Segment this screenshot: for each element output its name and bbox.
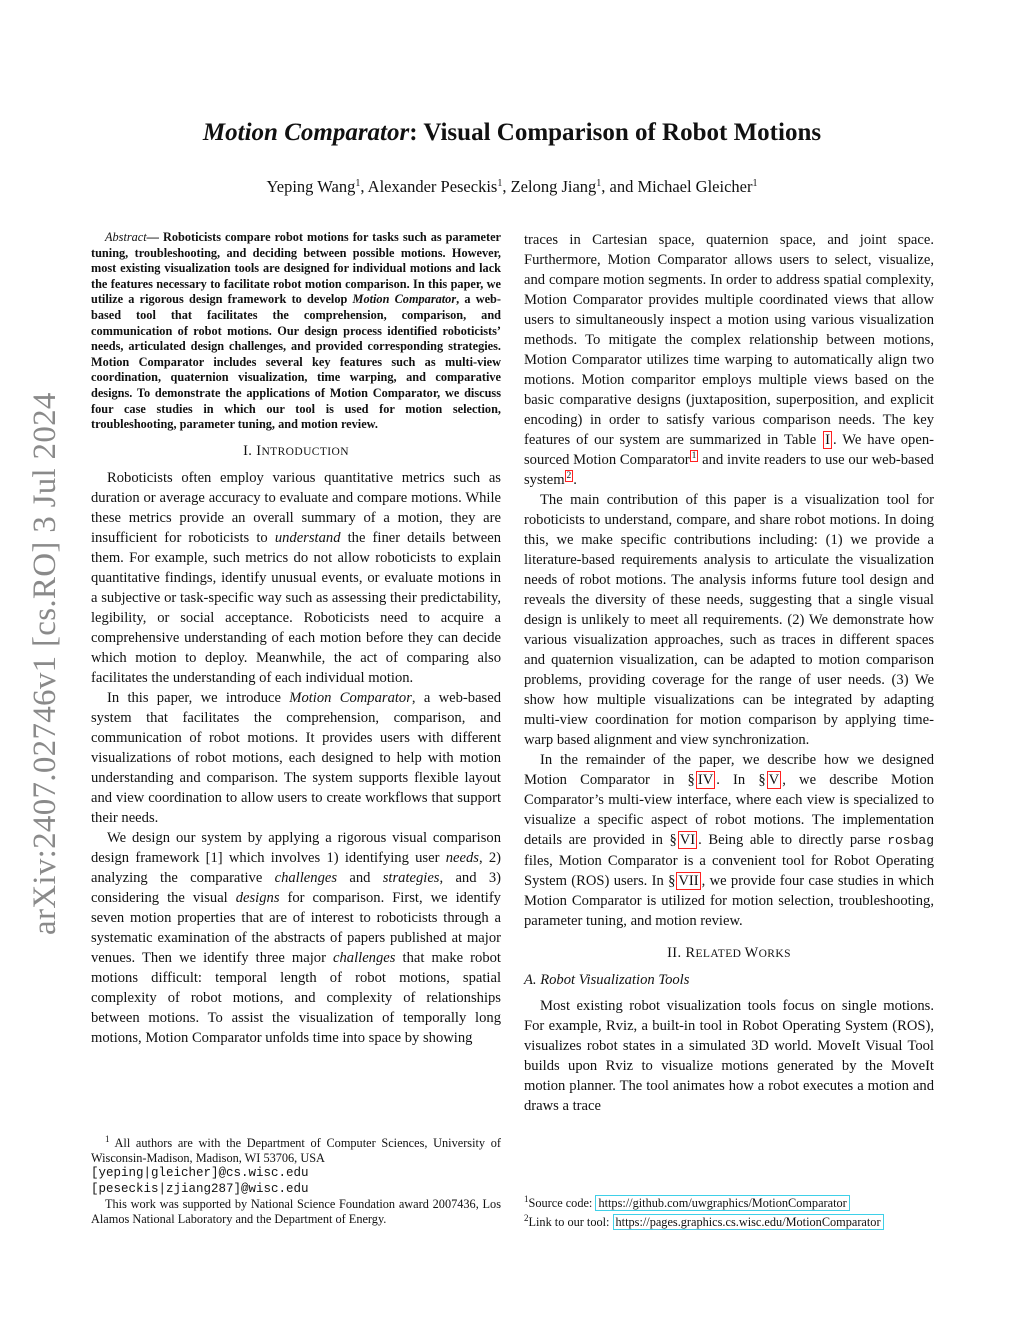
text: Roboticists often employ various quantitative metrics such as duration or average accuracy to evaluate and compare motions. While these metrics provide an overall summary of a motion, they are insufficient for roboticists to xyxy=(91,469,501,546)
abstract-text: Roboticists compare robot motions for tasks such as parameter tuning, troubleshooting, and deciding between possible motions. However, most existing visualization tools are designed for individual motions and lack the features necessary to facilitate robot motion comparison. In this paper, we utilize a rigorous design framework to develop xyxy=(91,230,501,307)
section-title-rest: ELATED xyxy=(695,948,745,960)
abstract xyxy=(91,230,501,433)
author-separator: , xyxy=(360,177,368,196)
text-emphasis: needs xyxy=(445,849,479,866)
intro-paragraph-1 xyxy=(91,468,501,688)
text-emphasis: Motion Comparator xyxy=(289,689,412,706)
abstract-label: Abstract xyxy=(105,230,147,244)
text: that make robot motions difficult: temporal length of robot motions, spatial complexity of robot motions, and complexity of relationships between motions. To assist the visualization of temporally long motions, Motion Comparator unfolds time into space by showing xyxy=(91,949,501,1046)
footnote-label: Source code: xyxy=(528,1196,596,1210)
section-reference-link[interactable]: V xyxy=(768,772,780,788)
author-affiliation: 1 xyxy=(596,178,602,189)
text: for comparison. First, we identify seven motion properties that are of interest to roboticists through a systematic examination of the abstracts of papers published at major venues. Then we identify three major xyxy=(91,889,501,966)
section-number: II. xyxy=(667,945,686,961)
intro-paragraph-3 xyxy=(91,828,501,1048)
text: and xyxy=(337,869,383,886)
text: In the remainder of the paper, we describe how we designed Motion Comparator in xyxy=(524,752,934,788)
abstract-tool-name: Motion Comparator xyxy=(352,292,457,307)
text-emphasis: strategies xyxy=(382,869,440,886)
text: . In xyxy=(716,772,759,788)
section-reference-link[interactable]: VI xyxy=(679,832,696,848)
author-name: Zelong Jiang xyxy=(510,177,597,196)
code-term: rosbag xyxy=(887,833,935,848)
arxiv-identifier: arXiv:2407.02746v1 [cs.RO] 3 Jul 2024 xyxy=(27,392,63,935)
left-column xyxy=(91,230,501,1048)
text: , a web-based system that facilitates the comprehension, comparison, and communication of robot motions. It provides users with different visualizations of robot motions, each designed to help with motion understanding and comparison. The system supports flexible layout and view coordination to allow users to create workflows that support their needs. xyxy=(91,689,502,826)
text: In this paper, we introduce xyxy=(107,689,290,706)
text: , 2) analyzing the comparative xyxy=(91,849,501,886)
tool-website-link[interactable]: https://pages.graphics.cs.wisc.edu/MotionComparator xyxy=(613,1214,884,1230)
author-name: Alexander Peseckis xyxy=(367,177,498,196)
footnote-affiliation xyxy=(91,1136,501,1227)
section-title-initial: W xyxy=(744,945,759,961)
abstract-dash: — xyxy=(146,230,163,244)
text: . Being able to directly parse xyxy=(698,832,888,848)
email-2: [peseckis|zjiang287]@wisc.edu xyxy=(91,1181,309,1196)
paper-title-rest: : Visual Comparison of Robot Motions xyxy=(409,119,822,146)
text: files, Motion Comparator is a convenient tool for Robot Operating System (ROS) users. In xyxy=(524,853,934,889)
section-reference-link[interactable]: IV xyxy=(697,772,714,788)
author-affiliation: 1 xyxy=(497,178,503,189)
author-affiliation: 1 xyxy=(752,178,758,189)
text: , we describe Motion Comparator’s multi-view interface, where each view is specialized to visualize a specific aspect of robot motions. The implementation details are provided in xyxy=(524,772,934,848)
intro-paragraph-4 xyxy=(524,230,934,490)
text-emphasis: challenges xyxy=(274,869,338,886)
section-symbol: § xyxy=(758,772,766,788)
text-emphasis: challenges xyxy=(333,949,396,966)
text: . We have open-sourced Motion Comparator xyxy=(524,432,934,468)
source-code-link[interactable]: https://github.com/uwgraphics/MotionComparator xyxy=(595,1195,849,1211)
footnote-label: Link to our tool: xyxy=(528,1215,613,1229)
author-name: Michael Gleicher xyxy=(637,177,753,196)
intro-paragraph-2 xyxy=(91,688,501,828)
section-title-initial: R xyxy=(685,945,696,961)
footnote-mark: 2 xyxy=(524,1213,529,1223)
right-column xyxy=(524,230,934,1116)
text: , we provide four case studies in which Motion Comparator is utilized for motion selection, troubleshooting, parameter tuning, and motion review. xyxy=(524,873,934,929)
text: . xyxy=(573,472,577,488)
text-emphasis: designs xyxy=(235,889,280,906)
section-heading-introduction xyxy=(91,441,501,462)
table-reference-link[interactable]: I xyxy=(825,432,830,448)
section-heading-related-works xyxy=(524,943,934,964)
section-symbol: § xyxy=(668,873,676,889)
section-number: I. xyxy=(243,442,257,459)
author-separator: , xyxy=(502,177,511,196)
section-symbol: § xyxy=(687,772,695,788)
footnote-text: All authors are with the Department of Computer Sciences, University of Wisconsin-Madison, Madison, WI 53706, USA xyxy=(91,1136,501,1166)
footnote-affiliation-text xyxy=(91,1136,501,1166)
footnote-2-link[interactable]: 2 xyxy=(566,471,572,481)
author-separator: , and xyxy=(601,177,638,196)
section-title-initial: I xyxy=(256,442,262,459)
author-list xyxy=(0,175,1024,199)
section-reference-link[interactable]: VII xyxy=(678,873,699,889)
text-emphasis: understand xyxy=(274,529,341,546)
text: traces in Cartesian space, quaternion space, and joint space. Furthermore, Motion Comparator allows users to select, visualize, and compare motion segments. In order to address spatial complexity, Motion Comparator provides multiple coordinated views that allow users to simultaneously inspect a motion using various visualization methods. To mitigate the complex relationship between motions, Motion Comparator utilizes time warping to automatically align two motions. Motion comparitor employs multiple views based on the basic comparative designs (juxtaposition, superposition, and explicit encoding) in order to satisfy various comparison needs. The key features of our system are summarized in Table xyxy=(524,232,934,448)
funding-note: This work was supported by National Science Foundation award 2007436, Los Alamos National Laboratory and the Department of Energy. xyxy=(91,1196,501,1227)
footnote-1-link[interactable]: 1 xyxy=(691,451,697,461)
footnote-mark: 1 xyxy=(105,1134,110,1144)
text: We design our system by applying a rigorous visual comparison design framework [1] which involves 1) identifying user xyxy=(91,829,501,866)
text: , and 3) considering the visual xyxy=(91,869,501,906)
email-1: [yeping|gleicher]@cs.wisc.edu xyxy=(91,1166,309,1181)
author-affiliation: 1 xyxy=(355,178,361,189)
footnote-mark: 1 xyxy=(524,1194,529,1204)
intro-paragraph-6 xyxy=(524,750,934,931)
section-title-rest: NTRODUCTION xyxy=(261,445,349,458)
section-title-rest: ORKS xyxy=(758,948,791,960)
text: the finer details between them. For example, such metrics do not allow roboticists to explain quantitative findings, identify unusual events, or evaluate motions in a subjective or task-specific way such as assessing their predictability, legibility, or social acceptance. Roboticists need to acquire a comprehensive understanding of each motion before they can decide which motion to deploy. Meanwhile, the act of comparing also facilitates the understanding of each individual motion. xyxy=(91,529,502,686)
subsection-heading: A. Robot Visualization Tools xyxy=(524,972,690,988)
paper-title-tool-name: Motion Comparator xyxy=(202,119,410,146)
footnote-source-code xyxy=(524,1194,944,1213)
intro-paragraph-5: The main contribution of this paper is a visualization tool for roboticists to understand, compare, and share robot motions. In doing this, we make specific contributions including: (1) we provide a literature-based requirements analysis to articulate the visualization needs of robot motions. The analysis informs future tool design and reveals the diversity of these needs, suggesting that a single visual design is unlikely to meet all requirements. (2) We demonstrate how various visualization approaches, such as traces in different spaces and quaternion visualization, can be adapted to motion comparison problems, providing coverage for the range of user needs. (3) We show how multiple visualizations can be integrated by adapting multi-view coordination for motion comparison by applying time-warp based alignment and view synchronization. xyxy=(524,492,934,748)
paper-title xyxy=(0,116,1024,150)
abstract-text: , a web-based tool that facilitates the comprehension, comparison, and communication of robot motions. Our design process identified roboticists’ needs, articulated design challenges, and provided corresponding strategies. Motion Comparator includes several key features such as multi-view coordination, quaternion visualization, time warping, and comparative designs. To demonstrate the applications of Motion Comparator, we discuss four case studies in which our tool is used for motion selection, troubleshooting, parameter tuning, and motion review. xyxy=(91,292,501,432)
footnote-tool-link xyxy=(524,1213,944,1232)
related-paragraph-1: Most existing robot visualization tools focus on single motions. For example, Rviz, a built-in tool in Robot Operating System (ROS), visualizes robot states in a simulated 3D world. MoveIt Visual Tool builds upon Rviz to visualize motions generated by the MoveIt motion planner. The tool animates how a robot executes a motion and draws a trace xyxy=(524,998,934,1114)
text: and invite readers to use our web-based system xyxy=(524,452,934,488)
section-symbol: § xyxy=(669,832,677,848)
author-name: Yeping Wang xyxy=(266,177,356,196)
footnotes-links xyxy=(524,1194,944,1232)
